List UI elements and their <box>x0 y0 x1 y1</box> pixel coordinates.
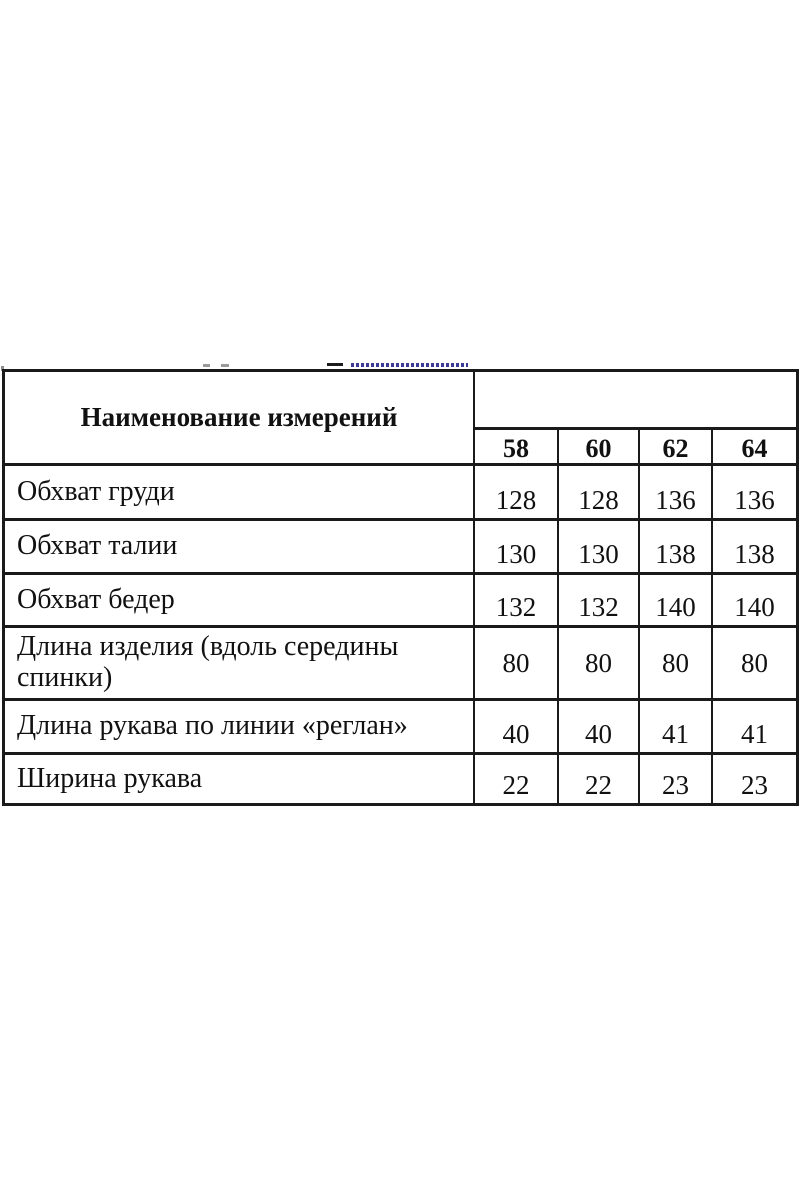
measurement-value: 132 <box>559 575 640 628</box>
measurement-value: 80 <box>713 628 796 701</box>
measurement-value: 80 <box>640 628 713 701</box>
cropped-link-underline <box>351 363 468 367</box>
measurement-row-label: Обхват груди <box>5 466 475 521</box>
measurement-value: 22 <box>559 755 640 803</box>
measurement-value: 40 <box>475 701 559 755</box>
measurement-value: 138 <box>640 521 713 575</box>
measurement-value: 23 <box>640 755 713 803</box>
measurement-value: 23 <box>741 770 768 800</box>
measurement-value: 41 <box>640 701 713 755</box>
measurement-value: 80 <box>559 628 640 701</box>
measurement-value: 136 <box>640 466 713 521</box>
measurement-value: 138 <box>713 521 796 575</box>
cropped-letter-fragment <box>203 364 210 367</box>
cropped-dash-fragment <box>327 363 343 366</box>
size-chart-table <box>2 369 799 806</box>
measurement-row-label: Обхват бедер <box>5 575 475 628</box>
measurement-value: 41 <box>713 701 796 755</box>
measurement-value: 136 <box>713 466 796 521</box>
measurement-row-label: Длина рукава по линии «реглан» <box>5 701 475 755</box>
measurement-value: 22 <box>475 755 559 803</box>
measurement-row-label: Обхват талии <box>5 521 475 575</box>
measurement-value: 130 <box>475 521 559 575</box>
measurement-value: 132 <box>475 575 559 628</box>
size-column-header: 60 <box>559 430 640 466</box>
measurement-value: 128 <box>559 466 640 521</box>
size-column-header: 64 <box>713 430 796 466</box>
measurement-value: 40 <box>559 701 640 755</box>
size-column-header: 62 <box>640 430 713 466</box>
measurement-row-label: Ширина рукава <box>5 755 475 803</box>
sizes-merged-header-cell <box>475 372 796 430</box>
cropped-letter-fragment <box>221 364 229 367</box>
measurement-value: 140 <box>713 575 796 628</box>
measurement-value: 80 <box>475 628 559 701</box>
measurement-row-label: Длина изделия (вдоль середины спинки) <box>5 628 475 701</box>
measurement-value: 128 <box>475 466 559 521</box>
measurement-value: 140 <box>640 575 713 628</box>
measurements-header-cell: Наименование измерений <box>5 372 475 466</box>
measurement-value: 130 <box>559 521 640 575</box>
size-column-header: 58 <box>475 430 559 466</box>
